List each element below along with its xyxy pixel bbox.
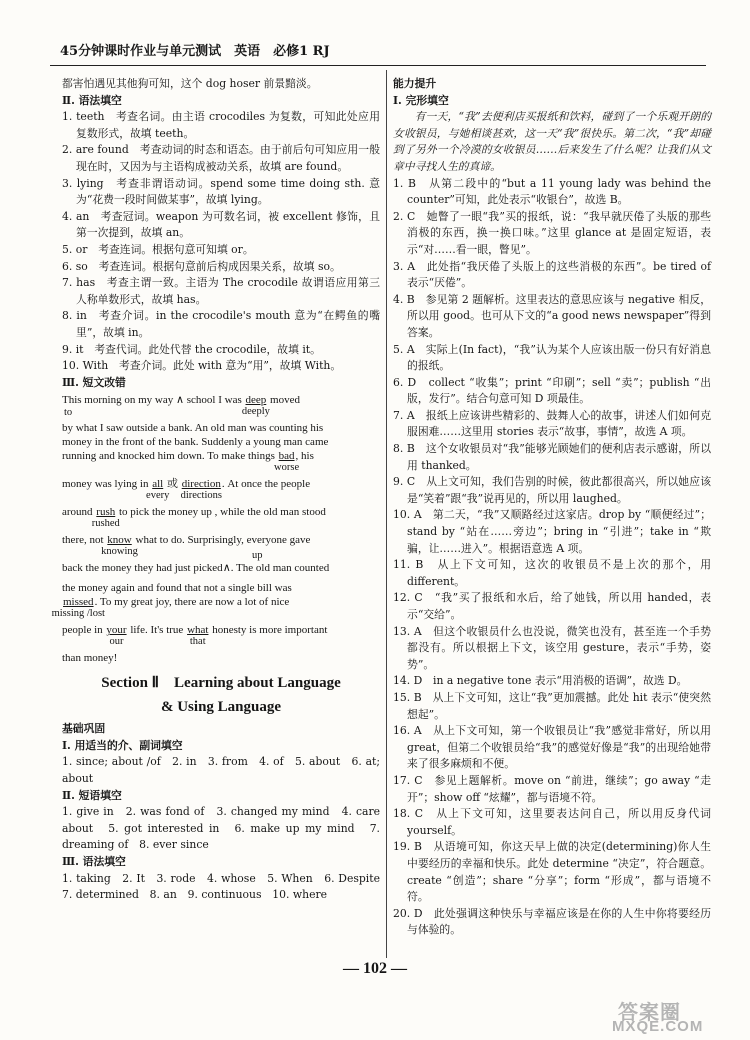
header-title: 45分钟课时作业与单元测试 英语 必修1 RJ — [60, 44, 330, 59]
correction-word: worse — [274, 462, 300, 474]
essay-line: by what I saw outside a bank. An old man was counting his — [62, 422, 324, 435]
essay-line: This morning on my way ∧ school I was deep deeply moved to — [62, 394, 300, 419]
grammar-fill-answers: 1. taking 2. It 3. rode 4. whose 5. When 6. Despite 7. determined 8. an 9. continuous 10. where — [62, 871, 391, 902]
ability-title: 能力提升 — [393, 77, 437, 90]
grammar-section-title: Ⅱ. 语法填空 — [62, 93, 122, 107]
grammar-item: 1. teeth 考查名词。由主语 crocodiles 为复数，可知此处应用复数形式，故填 teeth。 — [62, 110, 380, 140]
grammar-item: 10. With 考查介词。此处 with 意为“用”，故填 With。 — [62, 359, 342, 373]
error-word: what — [187, 624, 209, 637]
cloze-answer: 2. C 她瞥了一眼“我”买的报纸，说：“我早就厌倦了头版的那些消极的东西，换一换口味。”这里 glance at 是固定短语，表示“对……看一眼，瞥见”。 — [393, 209, 711, 256]
essay-line: money in the front of the bank. Suddenly a young man came — [62, 436, 329, 449]
page-header — [50, 40, 706, 66]
essay-line: back the money they had just picked∧. The old man counted up — [62, 550, 330, 575]
grammar-item: 4. an 考查冠词。weapon 为可数名词，被 excellent 修饰，且第一次提到，故填 an。 — [62, 209, 380, 240]
column-divider — [386, 70, 387, 958]
watermark-logo: 答案圈 — [618, 1002, 681, 1024]
correction-word: every — [146, 490, 170, 502]
grammar-item: 7. has 考查主谓一致。主语为 The crocodile 故谓语应用第三人称单数形式，故填 has。 — [62, 276, 380, 306]
essay-line: around rush rushed to pick the money up , while the old man stood — [62, 506, 326, 530]
error-word: your — [106, 624, 127, 637]
cloze-answer: 18. C 从上下文可知，这里要表达问自己，所以用反身代词 yourself。 — [393, 807, 711, 837]
cloze-answer: 3. A 此处指“我厌倦了头版上的这些消极的东西”。be tired of 表示“厌倦”。 — [393, 259, 711, 290]
correction-word: rushed — [91, 518, 120, 530]
cloze-answer: 8. B 这个女收银员对“我”能够光顾她们的便利店表示感谢，所以用 thanked。 — [393, 442, 711, 472]
grammar-item: 8. in 考查介词。in the crocodile's mouth 意为“在鳄鱼的嘴里”，故填 in。 — [62, 309, 380, 339]
essay-line: there, not know knowing what to do. Surprisingly, everyone gave — [62, 534, 311, 558]
continued-text: 都害怕遇见其他狗可知，这个 dog hoser 前景黯淡。 — [62, 77, 318, 90]
section-title: Section Ⅱ Learning about Language & Using Language — [101, 675, 341, 716]
essay-line: than money! — [62, 652, 118, 665]
prep-adverb-answers: 1. since; about /of 2. in 3. from 4. of 5. about 6. at; about — [62, 755, 380, 786]
error-correction-title: Ⅲ. 短文改错 — [62, 375, 126, 389]
cloze-answer: 7. A 报纸上应该讲些精彩的、鼓舞人心的故事，讲述人们如何克服困难……这里用 stories 表示“故事，事情”，故选 A 项。 — [393, 408, 711, 439]
correction-word: directions — [180, 490, 222, 502]
cloze-answer: 19. B 从语境可知，你这天早上做的决定(determining)你人生中要经历的幸福和快乐。此处 determine “决定”，符合题意。create “创造”；share “分享”；form “形成”，都与语境不符。 — [393, 840, 711, 904]
cloze-answer: 20. D 此处强调这种快乐与幸福应该是在你的人生中你将要经历与体验的。 — [393, 906, 711, 937]
phrase-title: Ⅱ. 短语填空 — [62, 788, 122, 802]
grammar-fill-title: Ⅲ. 语法填空 — [62, 855, 126, 869]
error-word: all — [152, 478, 164, 491]
essay-line: money was lying in all every 或 direction directions . At once the people — [62, 478, 311, 502]
cloze-answer: 1. B 从第二段中的“but a 11 young lady was behind the counter”可知，此处表示“收银台”，故选 B。 — [393, 176, 711, 207]
cloze-intro: 有一天，“我”去便利店买报纸和饮料，碰到了一个乐观开朗的女收银员，与她相谈甚欢，这一天“我”很快乐。第二次，“我”却碰到了另外一个冷漠的女收银员……后来发生了什么呢？让我们从文章中寻找人生的真谛。 — [393, 110, 711, 173]
left-column — [51, 76, 391, 904]
correction-word: deeply — [241, 406, 270, 418]
correction-word: knowing — [101, 546, 138, 558]
cloze-answer: 4. B 参见第 2 题解析。这里表达的意思应该与 negative 相反，所以用 good。也可从下文的“a good news newspaper”得到答案。 — [393, 292, 711, 339]
error-word: deep — [245, 394, 267, 407]
right-column — [393, 76, 711, 939]
cloze-answer: 10. A 第二天，“我”又顺路经过这家店。drop by “顺便经过”；stand by “站在……旁边”；bring in “引进”；take in “欺骗，让……进入”。根据语意选 A 项。 — [393, 508, 711, 555]
cloze-answer: 12. C “我”买了报纸和水后，给了她钱，所以用 handed，表示“交给”。 — [393, 591, 711, 621]
error-word: know — [107, 534, 132, 547]
error-word: direction — [181, 478, 221, 491]
error-word: rush — [96, 506, 116, 519]
grammar-item: 2. are found 考查动词的时态和语态。由于前后句可知应用一般现在时，又因为与主语构成被动关系，故填 are found。 — [62, 143, 380, 173]
cloze-answer: 14. D in a negative tone 表示“用消极的语调”，故选 D。 — [393, 674, 688, 688]
error-correction-essay — [51, 393, 380, 665]
cloze-answer: 11. B 从上下文可知，这次的收银员不是上次的那个，用 different。 — [393, 558, 711, 588]
correction-word: missing /lost — [51, 608, 105, 620]
cloze-title: Ⅰ. 完形填空 — [393, 93, 449, 107]
insertion-word: to — [64, 407, 73, 419]
essay-line: people in your our life. It's true what that honesty is more important — [62, 624, 328, 648]
essay-line: missed missing /lost . To my great joy, there are now a lot of nice — [51, 596, 290, 620]
cloze-answer: 9. C 从上文可知，我们告别的时候，彼此都很高兴，所以她应该是“笑着”跟“我”说再见的，所以用 laughed。 — [393, 475, 711, 505]
basic-consolidation-title: 基础巩固 — [62, 722, 106, 736]
error-word: missed — [63, 596, 94, 609]
essay-line: running and knocked him down. To make things bad worse , his — [62, 450, 314, 474]
insertion-word: up — [252, 550, 263, 562]
cloze-answer: 16. A 从上下文可知，第一个收银员让“我”感觉非常好，所以用 great，但第二个收银员给“我”的感觉好像是“我”的出现给她带来了很多麻烦和不便。 — [393, 724, 711, 771]
error-word: bad — [278, 450, 295, 463]
phrase-answers: 1. give in 2. was fond of 3. changed my mind 4. care about 5. got interested in 6. make up my mind 7. dreaming of 8. ever since — [62, 805, 380, 852]
prep-adverb-title: Ⅰ. 用适当的介、副词填空 — [62, 738, 183, 752]
cloze-answer: 5. A 实际上(In fact)，“我”认为某个人应该出版一份只有好消息的报纸。 — [393, 342, 711, 373]
grammar-item: 3. lying 考查非谓语动词。spend some time doing sth. 意为“花费一段时间做某事”，故填 lying。 — [62, 176, 380, 207]
grammar-item: 5. or 考查连词。根据句意可知填 or。 — [62, 242, 254, 256]
cloze-answer: 13. A 但这个收银员什么也没说，微笑也没有，甚至连一个手势都没有。所以根据上下文，该空用 gesture，表示“手势，姿势”。 — [393, 624, 711, 671]
watermark-url: MXQE.COM — [612, 1018, 704, 1035]
cloze-answer: 15. B 从上下文可知，这让“我”更加震撼。此处 hit 表示“使突然想起”。 — [393, 690, 711, 721]
essay-line: the money again and found that not a single bill was — [62, 582, 292, 595]
correction-word: that — [189, 636, 206, 648]
page-number: — 102 — — [343, 960, 407, 977]
grammar-item: 6. so 考查连词。根据句意前后构成因果关系，故填 so。 — [62, 259, 341, 273]
cloze-answer: 17. C 参见上题解析。move on “前进，继续”；go away “走开”；show off “炫耀”，都与语境不符。 — [393, 773, 711, 804]
grammar-item: 9. it 考查代词。此处代替 the crocodile，故填 it。 — [62, 342, 321, 356]
cloze-answer: 6. D collect “收集”；print “印刷”；sell “卖”；publish “出版，发行”。结合句意可知 D 项最佳。 — [393, 375, 711, 406]
correction-word: our — [109, 636, 124, 648]
